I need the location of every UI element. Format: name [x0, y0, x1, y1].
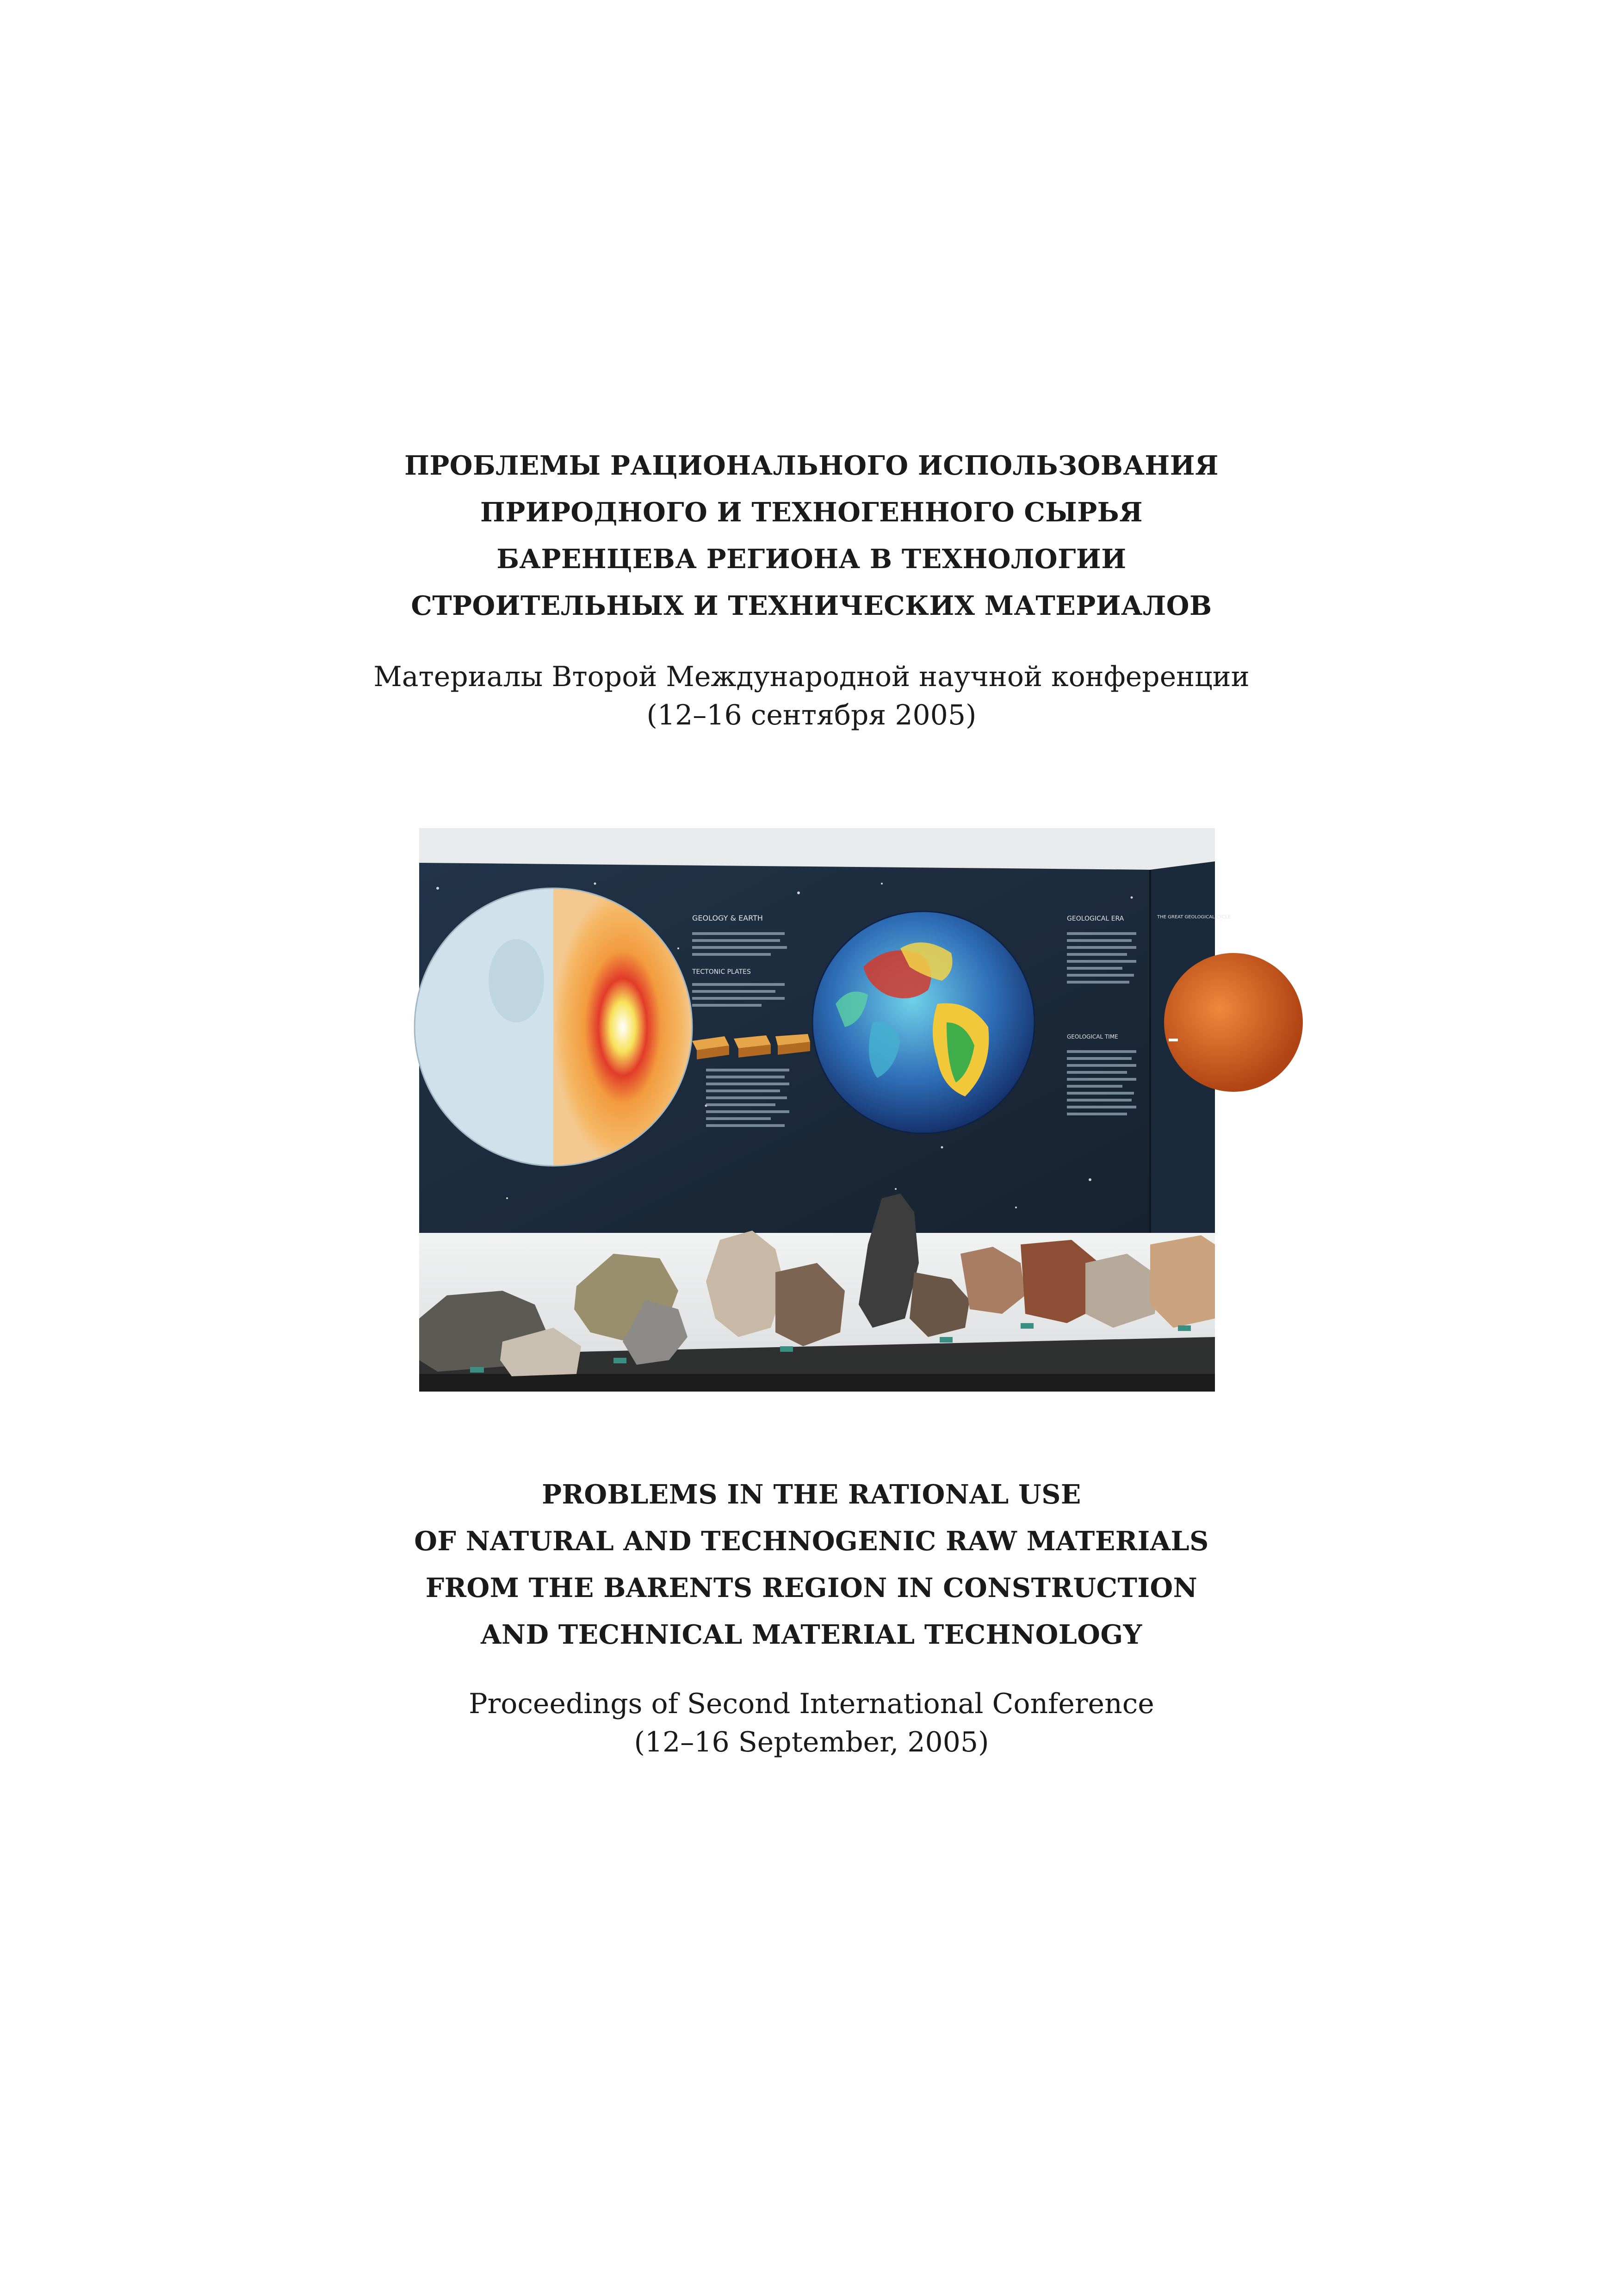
english-title-line-3: FROM THE BARENTS REGION IN CONSTRUCTION	[425, 1572, 1198, 1603]
specimen-tag	[1021, 1323, 1034, 1329]
russian-title-line-4: СТРОИТЕЛЬНЫХ И ТЕХНИЧЕСКИХ МАТЕРИАЛОВ	[411, 590, 1212, 621]
english-subtitle	[0, 1685, 1623, 1762]
cover-photo	[419, 828, 1231, 1392]
russian-title-line-2: ПРИРОДНОГО И ТЕХНОГЕННОГО СЫРЬЯ	[480, 497, 1143, 528]
exhibit-illustration	[419, 828, 1231, 1392]
specimen-tag	[470, 1367, 484, 1373]
planet-illustration	[1164, 953, 1303, 1092]
english-title	[0, 1471, 1623, 1658]
english-title-line-2: OF NATURAL AND TECHNOGENIC RAW MATERIALS	[414, 1526, 1209, 1557]
earth-core-illustration	[415, 888, 692, 1166]
english-subtitle-line-2: (12–16 September, 2005)	[634, 1726, 989, 1758]
rock-specimen	[1150, 1235, 1215, 1328]
russian-subtitle-line-1: Материалы Второй Международной научной конференции	[373, 661, 1250, 693]
panel-label-1: GEOLOGY & EARTH	[692, 914, 763, 922]
panel-label-3: GEOLOGICAL TIME	[1067, 1034, 1118, 1040]
russian-subtitle-line-2: (12–16 сентября 2005)	[646, 699, 977, 731]
panel-label-5: THE GREAT GEOLOGICAL CYCLE	[1157, 915, 1231, 920]
english-title-line-4: AND TECHNICAL MATERIAL TECHNOLOGY	[481, 1619, 1142, 1650]
specimen-tag	[613, 1358, 626, 1363]
russian-title	[0, 442, 1623, 629]
panel-label-2: TECTONIC PLATES	[692, 968, 751, 976]
specimen-tag	[780, 1346, 793, 1352]
panel-label-4: GEOLOGICAL ERA	[1067, 915, 1124, 922]
shelf-edge	[419, 1374, 1215, 1392]
russian-title-line-1: ПРОБЛЕМЫ РАЦИОНАЛЬНОГО ИСПОЛЬЗОВАНИЯ	[404, 450, 1219, 481]
english-title-line-1: PROBLEMS IN THE RATIONAL USE	[542, 1479, 1081, 1510]
russian-subtitle	[0, 658, 1623, 735]
specimen-tag	[1178, 1325, 1191, 1331]
english-subtitle-line-1: Proceedings of Second International Conference	[469, 1688, 1154, 1720]
globe-illustration	[812, 911, 1035, 1133]
russian-title-line-3: БАРЕНЦЕВА РЕГИОНА В ТЕХНОЛОГИИ	[496, 544, 1127, 575]
specimen-tag	[940, 1337, 953, 1343]
